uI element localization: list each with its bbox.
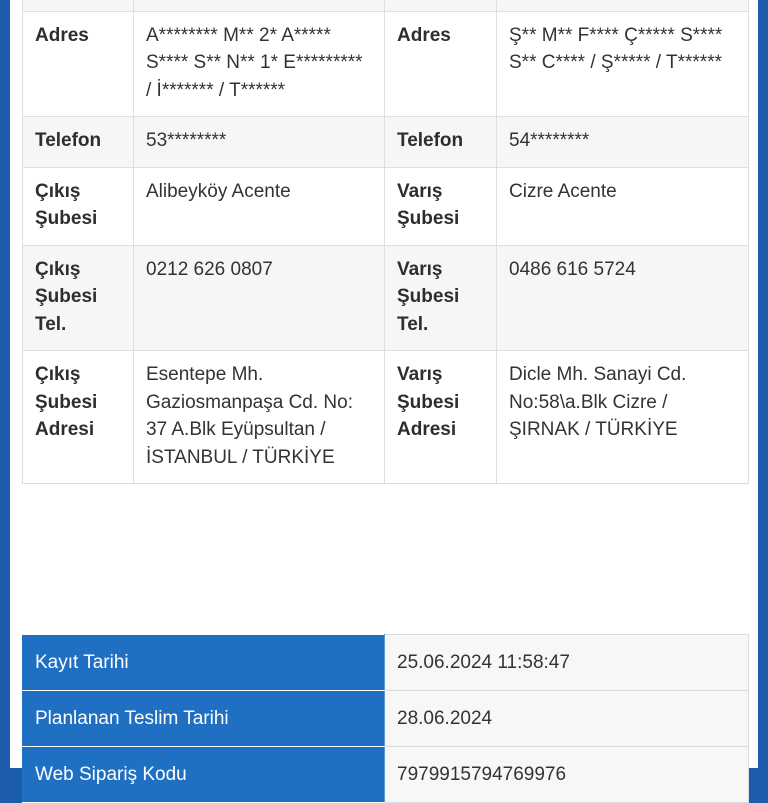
sender-address-value: A******** M** 2* A***** S**** S** N** 1* E********* / İ******* / T****** — [134, 11, 385, 117]
registration-date-label: Kayıt Tarihi — [23, 635, 385, 691]
table-row-phone — [23, 117, 749, 168]
sender-phone-label: Telefon — [23, 117, 134, 168]
sender-phone-value: 53******** — [134, 117, 385, 168]
arrival-branch-phone-value: 0486 616 5724 — [497, 245, 749, 351]
table-row-branch — [23, 167, 749, 245]
arrival-branch-phone-label: Varış Şubesi Tel. — [385, 245, 497, 351]
sender-surname-label — [23, 0, 134, 11]
sender-surname-value — [134, 0, 385, 11]
departure-branch-address-value: Esentepe Mh. Gaziosmanpaşa Cd. No: 37 A.Blk Eyüpsultan / İSTANBUL / TÜRKİYE — [134, 351, 385, 484]
table-row-branch-phone — [23, 245, 749, 351]
receiver-address-value: Ş** M** F**** Ç***** S**** S** C**** / Ş***** / T****** — [497, 11, 749, 117]
table-row-web-order-code — [23, 747, 749, 803]
table-row-branch-address — [23, 351, 749, 484]
receiver-address-label: Adres — [385, 11, 497, 117]
sender-address-label: Adres — [23, 11, 134, 117]
departure-branch-label: Çıkış Şubesi — [23, 167, 134, 245]
receiver-phone-value: 54******** — [497, 117, 749, 168]
arrival-branch-label: Varış Şubesi — [385, 167, 497, 245]
receiver-phone-label: Telefon — [385, 117, 497, 168]
web-order-code-value: 7979915794769976 — [385, 747, 749, 803]
table-row-registration-date — [23, 635, 749, 691]
shipment-dates-table — [22, 634, 749, 803]
page-content — [10, 0, 758, 785]
departure-branch-value: Alibeyköy Acente — [134, 167, 385, 245]
departure-branch-address-label: Çıkış Şubesi Adresi — [23, 351, 134, 484]
shipment-info-table — [22, 0, 749, 484]
departure-branch-phone-label: Çıkış Şubesi Tel. — [23, 245, 134, 351]
planned-delivery-value: 28.06.2024 — [385, 691, 749, 747]
arrival-branch-address-value: Dicle Mh. Sanayi Cd. No:58\a.Blk Cizre / ŞIRNAK / TÜRKİYE — [497, 351, 749, 484]
arrival-branch-address-label: Varış Şubesi Adresi — [385, 351, 497, 484]
table-row-planned-delivery — [23, 691, 749, 747]
table-row-name — [23, 0, 749, 11]
arrival-branch-value: Cizre Acente — [497, 167, 749, 245]
planned-delivery-label: Planlanan Teslim Tarihi — [23, 691, 385, 747]
departure-branch-phone-value: 0212 626 0807 — [134, 245, 385, 351]
receiver-surname-label — [385, 0, 497, 11]
receiver-surname-value — [497, 0, 749, 11]
web-order-code-label: Web Sipariş Kodu — [23, 747, 385, 803]
table-row-address — [23, 11, 749, 117]
registration-date-value: 25.06.2024 11:58:47 — [385, 635, 749, 691]
